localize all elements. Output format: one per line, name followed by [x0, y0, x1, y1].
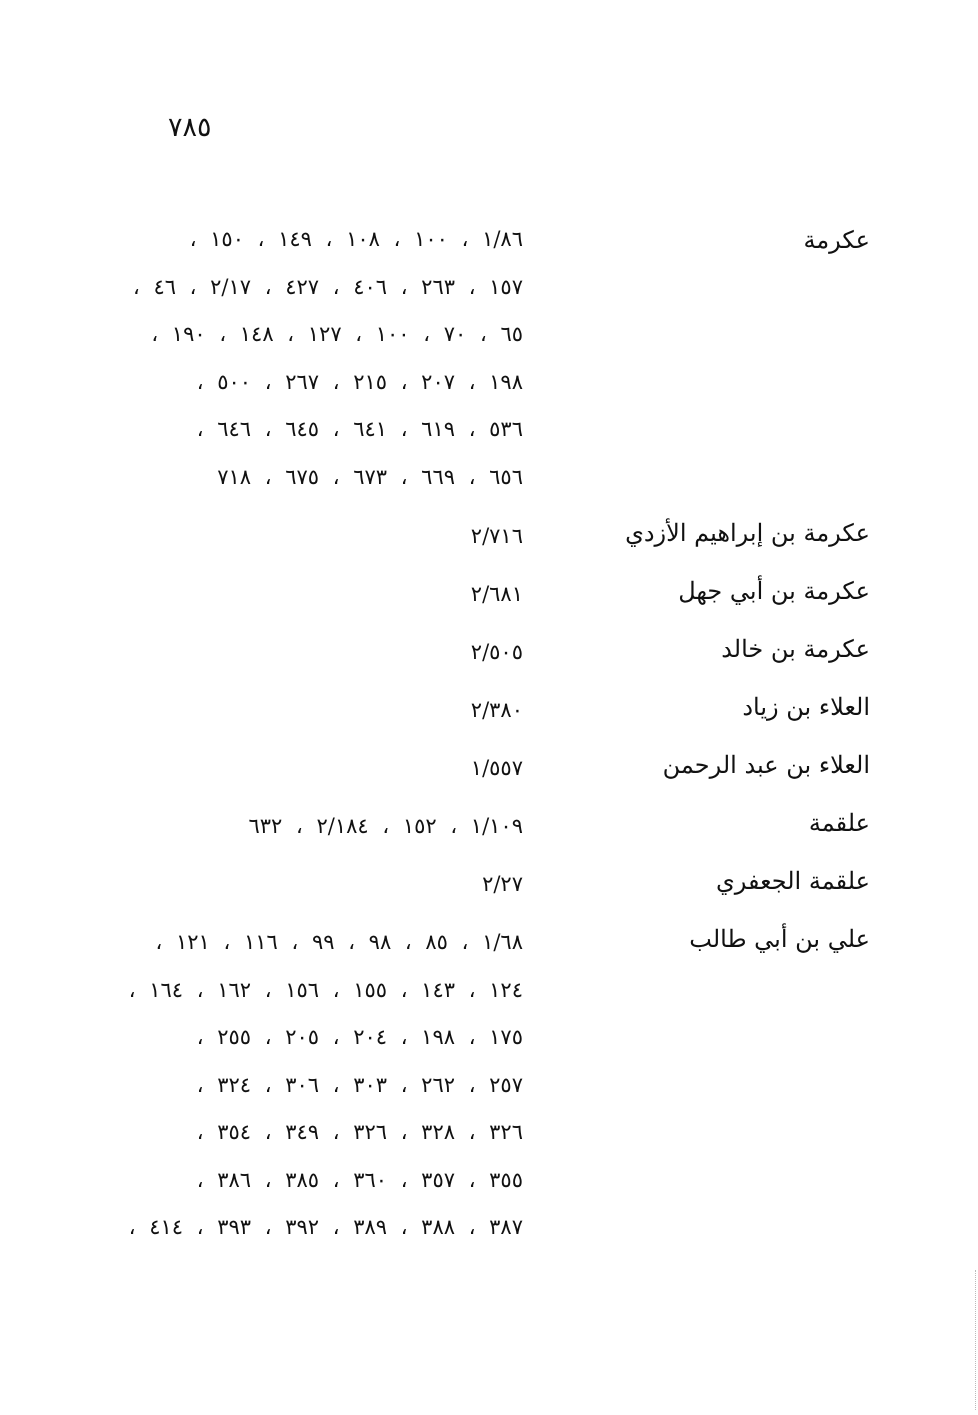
scan-edge-marks: [973, 1270, 976, 1410]
entry-refs: [471, 577, 523, 625]
index-entry: [120, 925, 880, 1260]
index-entry: [120, 222, 880, 519]
entry-refs: [471, 751, 523, 799]
entry-refs: [471, 635, 523, 683]
ref-line: ٣٥٥ ، ٣٥٧ ، ٣٦٠ ، ٣٨٥ ، ٣٨٦ ،: [196, 1167, 523, 1192]
entry-refs: [482, 867, 523, 915]
entry-refs: [129, 925, 523, 1258]
index-entry: [120, 751, 880, 809]
entry-name: عكرمة بن أبي جهل: [678, 577, 870, 605]
index-entry: [120, 577, 880, 635]
index-entry: [120, 809, 880, 867]
index-entry: [120, 867, 880, 925]
entry-name: عكرمة بن إبراهيم الأزدي: [625, 519, 870, 547]
entry-name: علي بن أبي طالب: [689, 925, 870, 953]
ref-line: ١٩٨ ، ٢٠٧ ، ٢١٥ ، ٢٦٧ ، ٥٠٠ ،: [196, 369, 523, 394]
ref-line: ١/٥٥٧: [470, 756, 523, 780]
entry-refs: [133, 222, 523, 507]
ref-line: ٢/٣٨٠: [470, 698, 523, 722]
entry-refs: [248, 809, 523, 857]
page-number: ٧٨٥: [168, 112, 212, 143]
index-entry: [120, 519, 880, 577]
ref-line: ١٥٧ ، ٢٦٣ ، ٤٠٦ ، ٤٢٧ ، ٢/١٧ ، ٤٦ ،: [132, 274, 523, 299]
ref-line: ٢/٦٨١: [470, 582, 523, 606]
ref-line: ٢/٢٧: [482, 872, 523, 896]
index-entry: [120, 693, 880, 751]
ref-line: ١/٦٨ ، ٨٥ ، ٩٨ ، ٩٩ ، ١١٦ ، ١٢١ ،: [155, 930, 523, 954]
entry-name: عكرمة: [803, 226, 870, 254]
index-list: [120, 222, 880, 1260]
ref-line: ١/٨٦ ، ١٠٠ ، ١٠٨ ، ١٤٩ ، ١٥٠ ،: [189, 227, 523, 251]
ref-line: ١٢٤ ، ١٤٣ ، ١٥٥ ، ١٥٦ ، ١٦٢ ، ١٦٤ ،: [128, 977, 523, 1002]
entry-name: علقمة: [808, 809, 870, 837]
ref-line: ٣٢٦ ، ٣٢٨ ، ٣٢٦ ، ٣٤٩ ، ٣٥٤ ،: [196, 1120, 523, 1144]
ref-line: ١/١٠٩ ، ١٥٢ ، ٢/١٨٤ ، ٦٣٢: [248, 814, 523, 838]
ref-line: ٢٥٧ ، ٢٦٢ ، ٣٠٣ ، ٣٠٦ ، ٣٢٤ ،: [196, 1072, 523, 1097]
entry-name: علقمة الجعفري: [716, 867, 870, 895]
ref-line: ٦٥٦ ، ٦٦٩ ، ٦٧٣ ، ٦٧٥ ، ٧١٨: [217, 464, 523, 489]
ref-line: ٢/٥٠٥: [470, 640, 523, 664]
ref-line: ٥٣٦ ، ٦١٩ ، ٦٤١ ، ٦٤٥ ، ٦٤٦ ،: [196, 417, 523, 441]
entry-refs: [471, 519, 523, 567]
ref-line: ٦٥ ، ٧٠ ، ١٠٠ ، ١٢٧ ، ١٤٨ ، ١٩٠ ،: [151, 322, 523, 346]
ref-line: ٣٨٧ ، ٣٨٨ ، ٣٨٩ ، ٣٩٢ ، ٣٩٣ ، ٤١٤ ،: [128, 1215, 523, 1239]
entry-name: العلاء بن زياد: [742, 693, 870, 721]
entry-name: عكرمة بن خالد: [721, 635, 870, 663]
ref-line: ٢/٧١٦: [470, 524, 523, 548]
index-entry: [120, 635, 880, 693]
entry-name: العلاء بن عبد الرحمن: [662, 751, 870, 779]
entry-refs: [471, 693, 523, 741]
ref-line: ١٧٥ ، ١٩٨ ، ٢٠٤ ، ٢٠٥ ، ٢٥٥ ،: [196, 1025, 523, 1049]
